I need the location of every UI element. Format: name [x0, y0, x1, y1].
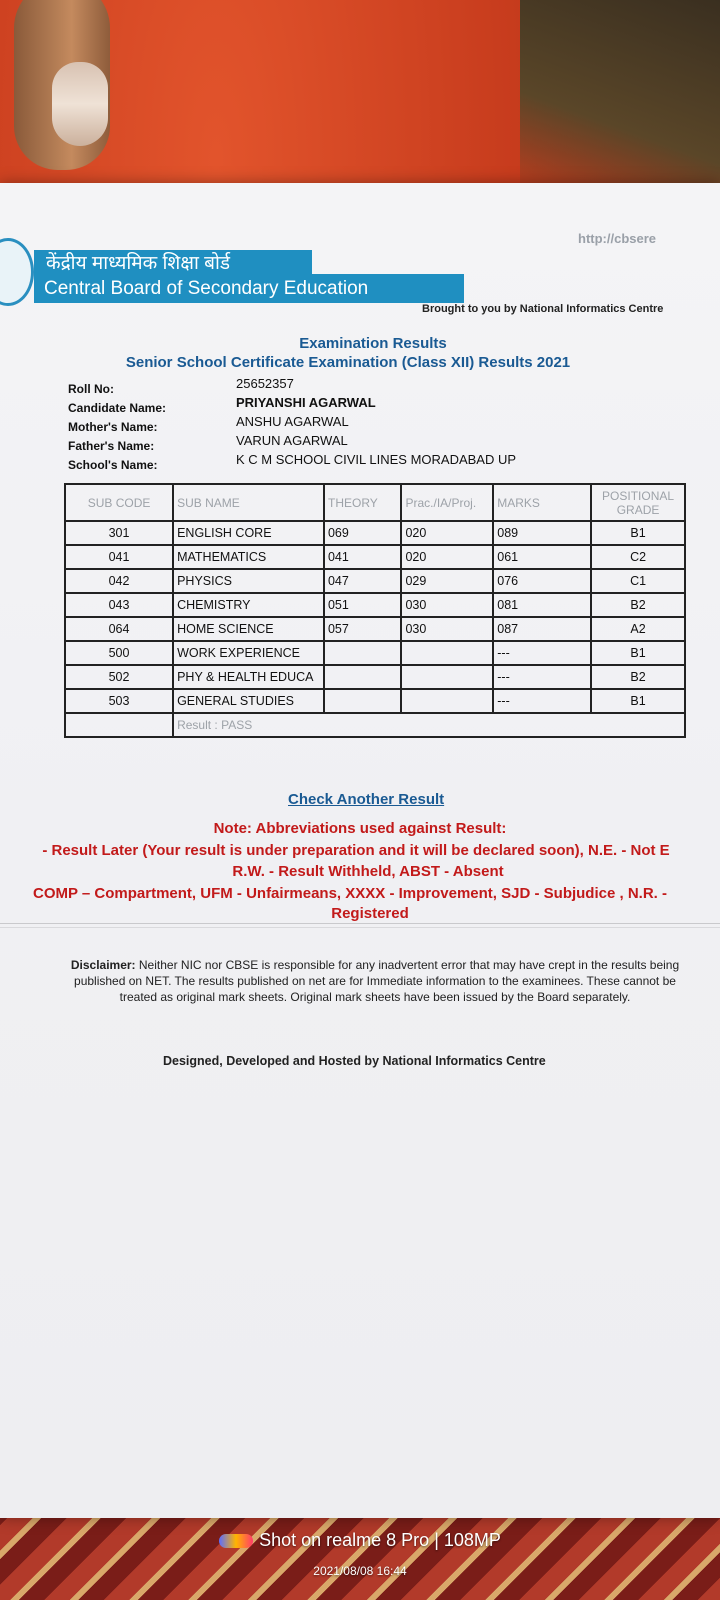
roll-label: Roll No: — [68, 382, 114, 396]
header-sub-code: SUB CODE — [65, 484, 173, 521]
sub-code-cell: 502 — [65, 665, 173, 689]
note-line-3: COMP – Compartment, UFM - Unfairmeans, XXXX - Improvement, SJD - Subjudice , N.R. - — [33, 885, 667, 902]
disclaimer: Disclaimer: Neither NIC nor CBSE is responsible for any inadvertent error that may have crept in the results being published on NET. The results published on net are for Immediate information to the examinees. These cannot be treated as original mark sheets. Original mark sheets have been issued by the Board separately. — [70, 958, 680, 1004]
note-line-1: - Result Later (Your result is under preparation and it will be declared soon), N.E. - Not E — [42, 842, 670, 859]
designed-by-text: Designed, Developed and Hosted by National Informatics Centre — [163, 1054, 546, 1068]
grade-cell: B2 — [591, 665, 685, 689]
hindi-title: केंद्रीय माध्यमिक शिक्षा बोर्ड — [34, 250, 312, 278]
sub-code-cell: 301 — [65, 521, 173, 545]
grade-cell: A2 — [591, 617, 685, 641]
sub-name-cell: MATHEMATICS — [173, 545, 324, 569]
theory-cell — [324, 641, 402, 665]
sub-name-cell: WORK EXPERIENCE — [173, 641, 324, 665]
mother-name-value: ANSHU AGARWAL — [236, 414, 349, 429]
roll-value: 25652357 — [236, 376, 294, 391]
header-theory: THEORY — [324, 484, 402, 521]
theory-cell: 051 — [324, 593, 402, 617]
practical-cell — [401, 689, 493, 713]
check-another-result-link[interactable]: Check Another Result — [288, 791, 445, 808]
header-marks: MARKS — [493, 484, 591, 521]
header-positional-grade: POSITIONAL GRADE — [591, 484, 685, 521]
cbse-logo-icon — [0, 238, 34, 306]
marks-cell: --- — [493, 665, 591, 689]
divider — [0, 923, 720, 924]
marks-cell: --- — [493, 641, 591, 665]
sub-code-cell: 503 — [65, 689, 173, 713]
marks-cell: 081 — [493, 593, 591, 617]
grade-cell: B1 — [591, 689, 685, 713]
note-title: Note: Abbreviations used against Result: — [213, 820, 507, 837]
theory-cell: 057 — [324, 617, 402, 641]
sub-name-cell: GENERAL STUDIES — [173, 689, 324, 713]
result-row — [65, 713, 685, 737]
marks-cell: 089 — [493, 521, 591, 545]
marks-table — [64, 483, 686, 738]
theory-cell: 041 — [324, 545, 402, 569]
table-row — [65, 545, 685, 569]
result-sheet-paper — [0, 183, 720, 1518]
candidate-name-value: PRIYANSHI AGARWAL — [236, 395, 376, 410]
practical-cell: 020 — [401, 521, 493, 545]
theory-cell: 047 — [324, 569, 402, 593]
divider — [0, 927, 720, 928]
exam-title: Examination Results — [299, 335, 447, 352]
sub-name-cell: HOME SCIENCE — [173, 617, 324, 641]
practical-cell — [401, 665, 493, 689]
sub-code-cell: 043 — [65, 593, 173, 617]
sub-code-cell: 041 — [65, 545, 173, 569]
marks-cell: 087 — [493, 617, 591, 641]
table-row — [65, 665, 685, 689]
table-header-row — [65, 484, 685, 521]
background-picture-corner — [520, 0, 720, 200]
marks-cell: --- — [493, 689, 591, 713]
practical-cell: 029 — [401, 569, 493, 593]
table-row — [65, 569, 685, 593]
sub-name-cell: PHYSICS — [173, 569, 324, 593]
grade-cell: C1 — [591, 569, 685, 593]
english-title: Central Board of Secondary Education — [34, 274, 464, 303]
table-row — [65, 593, 685, 617]
sub-code-cell: 042 — [65, 569, 173, 593]
thumb — [14, 0, 110, 170]
sub-name-cell: PHY & HEALTH EDUCA — [173, 665, 324, 689]
mother-name-label: Mother's Name: — [68, 420, 158, 434]
exam-subtitle: Senior School Certificate Examination (Class XII) Results 2021 — [125, 354, 571, 371]
result-status: Result : PASS — [173, 713, 685, 737]
sub-name-cell: ENGLISH CORE — [173, 521, 324, 545]
theory-cell: 069 — [324, 521, 402, 545]
practical-cell: 030 — [401, 617, 493, 641]
practical-cell: 030 — [401, 593, 493, 617]
school-name-label: School's Name: — [68, 458, 158, 472]
practical-cell — [401, 641, 493, 665]
father-name-value: VARUN AGARWAL — [236, 433, 348, 448]
sub-code-cell: 500 — [65, 641, 173, 665]
table-row — [65, 617, 685, 641]
sub-code-cell: 064 — [65, 617, 173, 641]
candidate-name-label: Candidate Name: — [68, 401, 167, 415]
note-line-2: R.W. - Result Withheld, ABST - Absent — [232, 863, 504, 880]
camera-datetime: 2021/08/08 16:44 — [313, 1564, 407, 1578]
table-row — [65, 689, 685, 713]
camera-watermark: Shot on realme 8 Pro | 108MP — [0, 1530, 720, 1551]
grade-cell: B2 — [591, 593, 685, 617]
sub-name-cell: CHEMISTRY — [173, 593, 324, 617]
note-line-4: Registered — [331, 905, 409, 922]
theory-cell — [324, 689, 402, 713]
grade-cell: B1 — [591, 521, 685, 545]
header-practical: Prac./IA/Proj. — [401, 484, 493, 521]
school-name-value: K C M SCHOOL CIVIL LINES MORADABAD UP — [236, 452, 517, 467]
theory-cell — [324, 665, 402, 689]
page-url: http://cbsere — [578, 231, 657, 246]
marks-cell: 076 — [493, 569, 591, 593]
header-sub-name: SUB NAME — [173, 484, 324, 521]
brought-by-text: Brought to you by National Informatics Centre — [422, 303, 664, 315]
grade-cell: C2 — [591, 545, 685, 569]
grade-cell: B1 — [591, 641, 685, 665]
realme-logo-icon — [219, 1534, 253, 1548]
table-row — [65, 521, 685, 545]
table-row — [65, 641, 685, 665]
father-name-label: Father's Name: — [68, 439, 155, 453]
practical-cell: 020 — [401, 545, 493, 569]
marks-cell: 061 — [493, 545, 591, 569]
